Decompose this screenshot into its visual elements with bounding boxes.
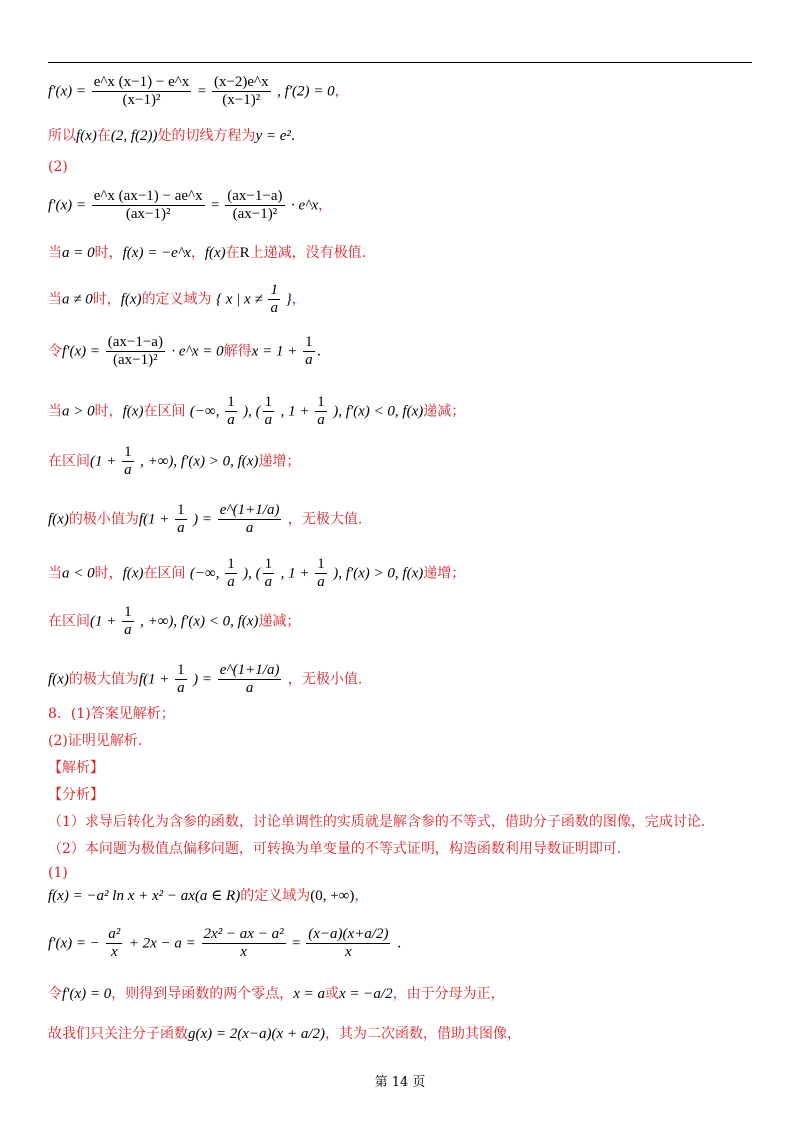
analysis-heading: 【解析】 [48, 760, 104, 776]
local-minimum: f(x)的极小值为f(1 + $\frac{1}{a}$ ) = $\frac{e\^{}(1+1/a)}{a}$ ，无极大值. [48, 502, 363, 536]
summary-item-1: （1）求导后转化为含参的函数，讨论单调性的实质就是解含参的不等式，借助分子函数的图像，完成讨论. [48, 814, 706, 830]
answer-8-part1: 8．(1)答案见解析； [48, 706, 175, 722]
page-number: 第 14 页 [374, 1075, 426, 1090]
case-a-positive-increasing: 在区间(1 + $\frac{1}{a}$ , +∞), f′(x) > 0, f(x)递增； [48, 444, 301, 478]
numerator-function: 故我们只关注分子函数g(x) = 2(x−a)(x + a/2)，其为二次函数，借助其图像， [48, 1026, 521, 1042]
summary-heading: 【分析】 [48, 787, 104, 803]
part-2-label: (2) [48, 159, 68, 175]
case-a-zero: 当a = 0时，f(x) = −e^x，f(x)在R上递减，没有极值. [48, 245, 367, 261]
case-a-negative-increasing: 当a < 0时，f(x)在区间 (−∞, $\frac{1}{a}$ ), ( $\frac{1}{a}$ , 1 + $\frac{1}{a}$ ), f′(x) > 0, f(x)递增； [48, 556, 466, 590]
eq-derivative-part1: f′(x) = $\frac{e\^{}x (x-1) - e\^{}x}{\text{(x−1)²}}$ = $\frac{(x-2)e\^{}x}{\text{(x−1)²}}$ , f′(2) = 0， [48, 74, 349, 108]
summary-item-2: （2）本问题为极值点偏移问题，可转换为单变量的不等式证明，构造函数利用导数证明即可. [48, 841, 622, 857]
derivative-factored: f′(x) = − $\frac{\text{a²}}{x}$ + 2x − a = $\frac{\text{2x² − ax − a²}}{x}$ = $\frac{(x-a)(x+a/2)}{x}$ . [48, 926, 402, 960]
critical-point-solve: 令f′(x) = $\frac{(ax-1-a)}{\text{(ax−1)²}}$ · e^x = 0解得x = 1 + $\frac{1}{a}$ . [48, 334, 322, 368]
part-1-label: (1) [48, 865, 68, 881]
eq-derivative-part2: f′(x) = $\frac{e\^{}x (ax-1) - ae\^{}x}{\text{(ax−1)²}}$ = $\frac{(ax-1-a)}{\text{(ax−1)²}}$ · e^x， [48, 188, 333, 222]
case-a-nonzero-domain: 当a ≠ 0时，f(x)的定义域为 { x | x ≠ $\frac{1}{a}$ }， [48, 282, 306, 316]
case-a-positive-decreasing: 当a > 0时，f(x)在区间 (−∞, $\frac{1}{a}$ ), ( $\frac{1}{a}$ , 1 + $\frac{1}{a}$ ), f′(x) < 0, f(x)递减； [48, 394, 466, 428]
header-rule [48, 62, 752, 63]
case-a-negative-decreasing: 在区间(1 + $\frac{1}{a}$ , +∞), f′(x) < 0, f(x)递减； [48, 604, 301, 638]
local-maximum: f(x)的极大值为f(1 + $\frac{1}{a}$ ) = $\frac{e\^{}(1+1/a)}{a}$ ，无极小值. [48, 662, 363, 696]
function-domain: f(x) = −a² ln x + x² − ax(a ∈ R)的定义域为(0, +∞)， [48, 888, 369, 904]
zero-points: 令f′(x) = 0，则得到导函数的两个零点，x = a或x = −a/2，由于分母为正， [48, 986, 505, 1002]
answer-8-part2: (2)证明见解析. [48, 733, 143, 749]
tangent-line-conclusion: 所以f(x)在(2, f(2))处的切线方程为y = e². [48, 128, 296, 144]
